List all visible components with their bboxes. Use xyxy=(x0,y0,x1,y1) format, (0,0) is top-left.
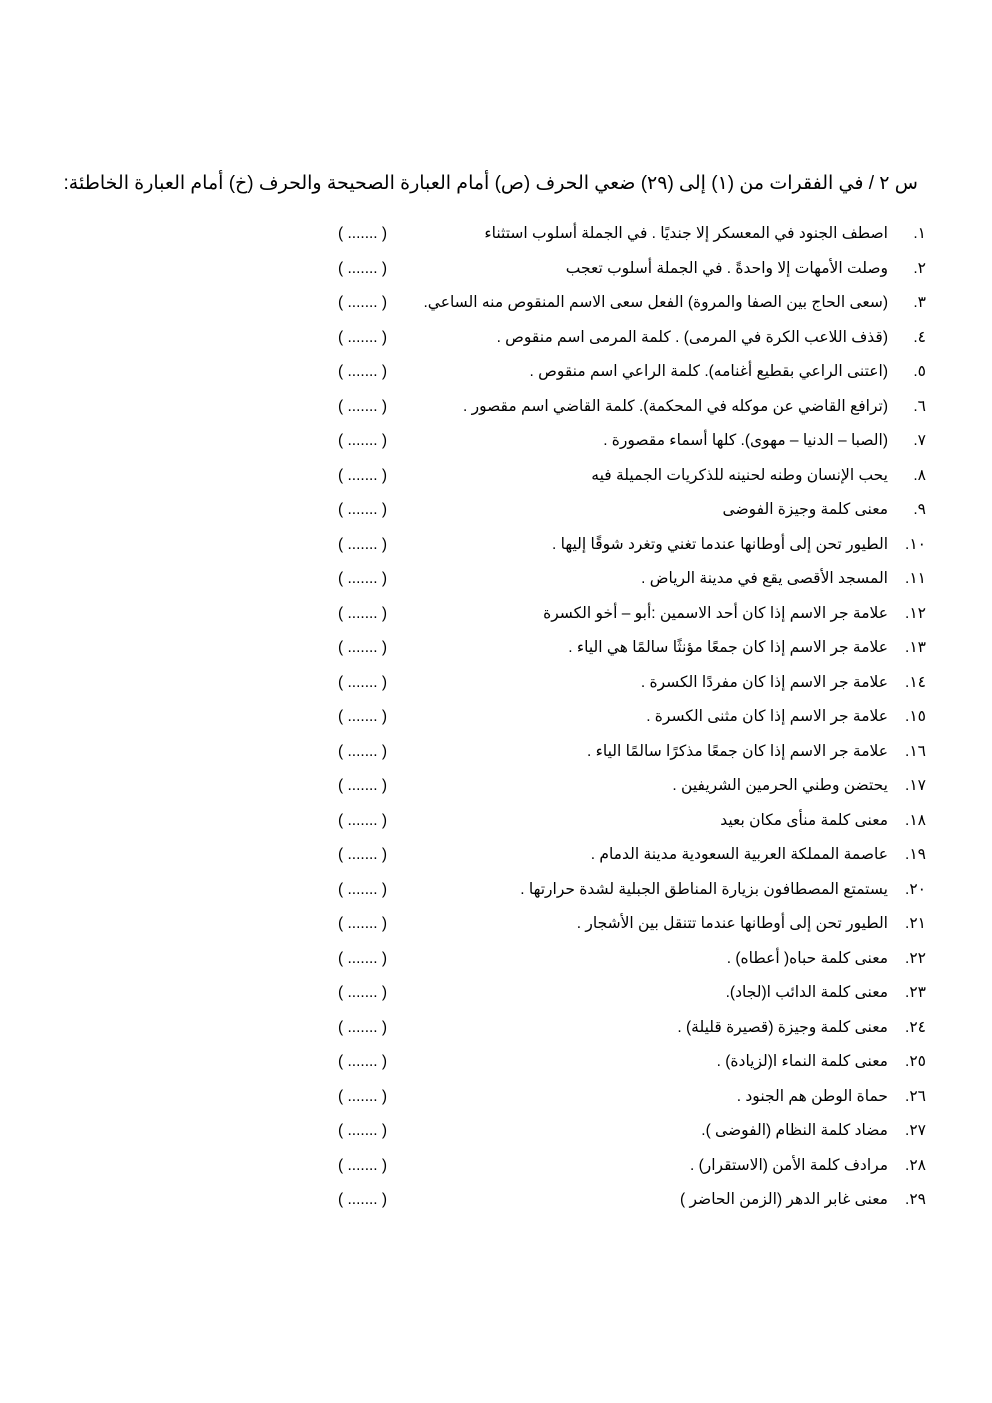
item-statement: علامة جر الاسم إذا كان مثنى الكسرة . xyxy=(646,708,888,725)
item-number: ٢. xyxy=(913,259,926,277)
list-item xyxy=(0,1119,992,1154)
item-number: ١٨. xyxy=(905,811,926,829)
item-number: ٨. xyxy=(913,466,926,484)
item-number: ١٩. xyxy=(905,846,926,863)
answer-blank[interactable]: ( ....... ) xyxy=(338,846,388,863)
item-number: ٢٠. xyxy=(905,880,926,898)
list-item xyxy=(0,1154,992,1189)
list-item xyxy=(0,567,992,602)
item-statement: علامة جر الاسم إذا كان مفردًا الكسرة . xyxy=(640,673,888,691)
list-item xyxy=(0,774,992,809)
answer-blank[interactable]: ( ....... ) xyxy=(338,501,388,518)
item-statement: (اعتنى الراعي بقطيع أغنامه). كلمة الراعي اسم منقوص . xyxy=(529,363,888,380)
question-title: س ٢ / في الفقرات من (١) إلى (٢٩) ضعي الحرف (ص) أمام العبارة الصحيحة والحرف (خ) أمام العبارة الخاطئة: xyxy=(63,173,918,194)
item-statement: مضاد كلمة النظام (الفوضى ). xyxy=(701,1122,888,1139)
item-statement: حماة الوطن هم الجنود . xyxy=(736,1087,888,1105)
list-item xyxy=(0,912,992,947)
answer-blank[interactable]: ( ....... ) xyxy=(338,1053,388,1070)
answer-blank[interactable]: ( ....... ) xyxy=(338,397,388,415)
list-item xyxy=(0,498,992,533)
item-number: ٢١. xyxy=(905,915,926,932)
list-item xyxy=(0,981,992,1016)
item-statement: علامة جر الاسم إذا كان جمعًا مذكرًا سالمًا الياء . xyxy=(586,742,888,760)
item-statement: مرادف كلمة الأمن (الاستقرار) . xyxy=(689,1156,888,1174)
item-statement: معنى غابر الدهر (الزمن الحاضر ) xyxy=(680,1191,888,1208)
answer-blank[interactable]: ( ....... ) xyxy=(338,604,388,622)
item-statement: (ترافع القاضي عن موكله في المحكمة). كلمة القاضي اسم مقصور . xyxy=(463,397,888,415)
answer-blank[interactable]: ( ....... ) xyxy=(338,363,388,380)
item-number: ١٤. xyxy=(905,673,926,691)
list-item xyxy=(0,602,992,637)
answer-blank[interactable]: ( ....... ) xyxy=(338,1018,388,1036)
item-number: ١٠. xyxy=(905,535,926,553)
item-number: ٩. xyxy=(913,501,926,518)
item-number: ١٢. xyxy=(905,604,926,622)
item-number: ٢٧. xyxy=(905,1122,926,1139)
item-statement: المسجد الأقصى يقع في مدينة الرياض . xyxy=(641,570,888,587)
answer-blank[interactable]: ( ....... ) xyxy=(338,1087,388,1105)
answer-blank[interactable]: ( ....... ) xyxy=(338,777,388,794)
list-item xyxy=(0,464,992,499)
answer-blank[interactable]: ( ....... ) xyxy=(338,1156,388,1174)
list-item xyxy=(0,257,992,292)
item-number: ٢٩. xyxy=(905,1191,926,1208)
answer-blank[interactable]: ( ....... ) xyxy=(338,915,388,932)
item-number: ٣. xyxy=(913,294,926,311)
answer-blank[interactable]: ( ....... ) xyxy=(338,259,388,277)
item-statement: معنى كلمة النماء ا(لزيادة) . xyxy=(716,1053,888,1070)
list-item xyxy=(0,878,992,913)
item-statement: الطيور تحن إلى أوطانها عندما تغني وتغرد شوقًا إليها . xyxy=(552,535,888,553)
item-statement: معنى كلمة وجيزة الفوضى xyxy=(722,501,888,518)
statements-list xyxy=(0,222,992,1223)
answer-blank[interactable]: ( ....... ) xyxy=(338,742,388,760)
item-number: ٢٢. xyxy=(905,949,926,967)
answer-blank[interactable]: ( ....... ) xyxy=(338,639,388,656)
item-number: ٢٣. xyxy=(905,984,926,1001)
list-item xyxy=(0,705,992,740)
list-item xyxy=(0,533,992,568)
list-item xyxy=(0,222,992,257)
answer-blank[interactable]: ( ....... ) xyxy=(338,466,388,484)
item-statement: معنى كلمة حباه( أعطاه) . xyxy=(726,949,888,967)
list-item xyxy=(0,1085,992,1120)
answer-blank[interactable]: ( ....... ) xyxy=(338,1191,388,1208)
answer-blank[interactable]: ( ....... ) xyxy=(338,708,388,725)
item-statement: معنى كلمة الدائب ا(لجاد). xyxy=(725,984,888,1001)
item-number: ٧. xyxy=(913,432,926,449)
item-number: ٤. xyxy=(913,328,926,346)
item-statement: عاصمة المملكة العربية السعودية مدينة الدمام . xyxy=(590,846,888,863)
item-statement: يحب الإنسان وطنه لحنينه للذكريات الجميلة فيه xyxy=(591,466,888,484)
item-statement: (قذف اللاعب الكرة في المرمى) . كلمة المرمى اسم منقوص . xyxy=(496,328,888,346)
item-number: ١٣. xyxy=(905,639,926,656)
item-number: ١٦. xyxy=(905,742,926,760)
list-item xyxy=(0,947,992,982)
list-item xyxy=(0,360,992,395)
item-number: ٢٨. xyxy=(905,1156,926,1174)
item-statement: الطيور تحن إلى أوطانها عندما تتنقل بين الأشجار . xyxy=(576,915,888,932)
list-item xyxy=(0,809,992,844)
item-statement: (سعى الحاج بين الصفا والمروة) الفعل سعى الاسم المنقوص منه الساعي. xyxy=(423,294,888,311)
answer-blank[interactable]: ( ....... ) xyxy=(338,949,388,967)
answer-blank[interactable]: ( ....... ) xyxy=(338,570,388,587)
item-number: ٢٤. xyxy=(905,1018,926,1036)
list-item xyxy=(0,395,992,430)
answer-blank[interactable]: ( ....... ) xyxy=(338,294,388,311)
item-number: ٢٥. xyxy=(905,1053,926,1070)
item-statement: اصطف الجنود في المعسكر إلا جنديًا . في الجملة أسلوب استثناء xyxy=(484,225,888,242)
list-item xyxy=(0,740,992,775)
item-statement: يستمتع المصطافون بزيارة المناطق الجبلية لشدة حرارتها . xyxy=(520,880,888,898)
item-statement: علامة جر الاسم إذا كان أحد الاسمين :أبو – أخو الكسرة xyxy=(543,604,888,622)
list-item xyxy=(0,1016,992,1051)
list-item xyxy=(0,291,992,326)
item-number: ١١. xyxy=(905,570,926,587)
list-item xyxy=(0,1050,992,1085)
answer-blank[interactable]: ( ....... ) xyxy=(338,984,388,1001)
answer-blank[interactable]: ( ....... ) xyxy=(338,328,388,346)
item-statement: وصلت الأمهات إلا واحدةً . في الجملة أسلوب تعجب xyxy=(565,259,888,277)
item-statement: يحتضن وطني الحرمين الشريفين . xyxy=(672,777,888,794)
item-statement: معنى كلمة منأى مكان بعيد xyxy=(720,811,888,829)
item-statement: علامة جر الاسم إذا كان جمعًا مؤنثًا سالمًا هي الياء . xyxy=(568,639,888,656)
item-number: ١٧. xyxy=(905,777,926,794)
list-item xyxy=(0,326,992,361)
answer-blank[interactable]: ( ....... ) xyxy=(338,811,388,829)
list-item xyxy=(0,843,992,878)
item-statement: معنى كلمة وجيزة (قصيرة قليلة) . xyxy=(677,1018,888,1036)
list-item xyxy=(0,636,992,671)
list-item xyxy=(0,671,992,706)
answer-blank[interactable]: ( ....... ) xyxy=(338,1122,388,1139)
item-number: ٢٦. xyxy=(905,1087,926,1105)
item-number: ٥. xyxy=(913,363,926,380)
answer-blank[interactable]: ( ....... ) xyxy=(338,432,388,449)
answer-blank[interactable]: ( ....... ) xyxy=(338,673,388,691)
item-number: ١. xyxy=(913,225,926,242)
answer-blank[interactable]: ( ....... ) xyxy=(338,225,388,242)
answer-blank[interactable]: ( ....... ) xyxy=(338,880,388,898)
item-number: ٦. xyxy=(913,397,926,415)
item-statement: (الصبا – الدنيا – مهوى). كلها أسماء مقصورة . xyxy=(603,432,888,449)
list-item xyxy=(0,429,992,464)
item-number: ١٥. xyxy=(905,708,926,725)
list-item xyxy=(0,1188,992,1223)
answer-blank[interactable]: ( ....... ) xyxy=(338,535,388,553)
